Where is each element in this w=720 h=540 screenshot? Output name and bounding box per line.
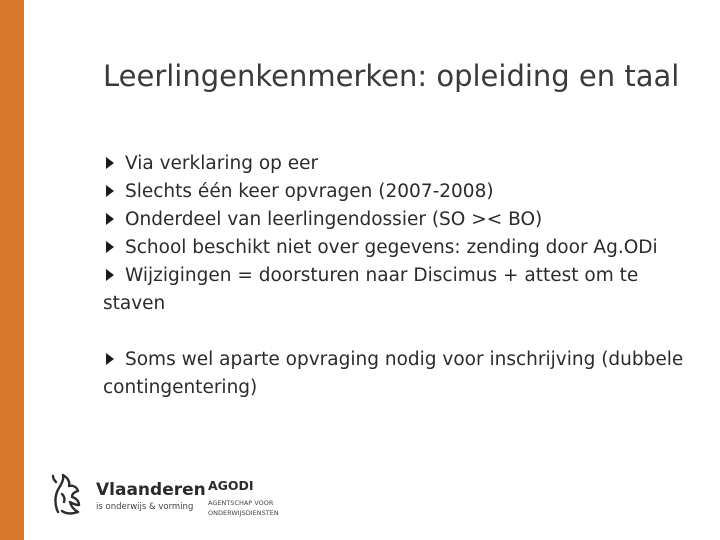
triangle-bullet-icon [106, 269, 114, 281]
lion-icon [50, 472, 86, 518]
bullet-item [103, 234, 703, 262]
bullet-item [103, 346, 703, 402]
vlaanderen-logo-name: Vlaanderen [96, 480, 206, 500]
triangle-bullet-icon [106, 241, 114, 253]
accent-bar [0, 0, 24, 540]
bullet-text: Onderdeel van leerlingendossier (SO >< BO) [125, 209, 543, 230]
bullet-list [103, 150, 703, 402]
slide-title: Leerlingenkenmerken: opleiding en taal [103, 59, 680, 93]
triangle-bullet-icon [106, 157, 114, 169]
bullet-text: Slechts één keer opvragen (2007-2008) [125, 181, 494, 202]
bullet-item [103, 178, 703, 206]
bullet-item [103, 150, 703, 178]
bullet-text: Via verklaring op eer [125, 153, 319, 174]
agodi-logo-tagline: AGENTSCHAP VOOR ONDERWIJSDIENSTEN [208, 499, 279, 517]
bullet-text: Wijzigingen = doorsturen naar Discimus + attest om te staven [103, 265, 639, 314]
agodi-logo-name: AGODI [208, 478, 254, 493]
bullet-text: Soms wel aparte opvraging nodig voor inschrijving (dubbele contingentering) [103, 349, 684, 398]
bullet-item [103, 262, 703, 318]
triangle-bullet-icon [106, 353, 114, 365]
bullet-text: School beschikt niet over gegevens: zending door Ag.ODi [125, 237, 658, 258]
triangle-bullet-icon [106, 185, 114, 197]
vlaanderen-logo-tagline: is onderwijs & vorming [96, 502, 194, 512]
bullet-item [103, 206, 703, 234]
triangle-bullet-icon [106, 213, 114, 225]
footer-logos [50, 468, 300, 528]
